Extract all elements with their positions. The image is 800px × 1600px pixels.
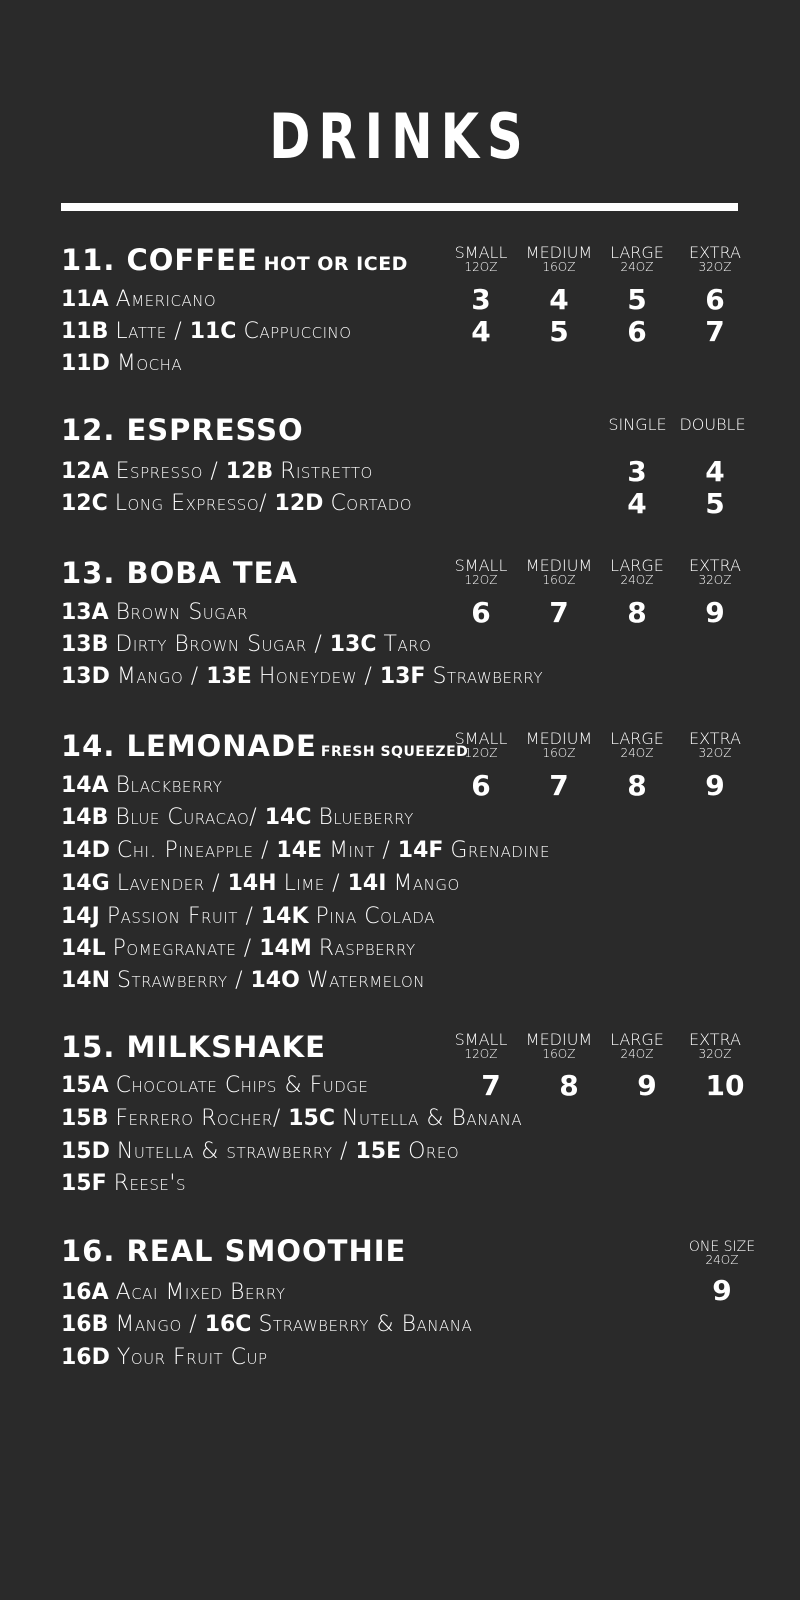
menu-item: 15F Reese's xyxy=(61,1171,186,1196)
price: 9 xyxy=(705,769,725,802)
size-extra: EXTRA 32OZ xyxy=(689,1030,741,1061)
size-large: LARGE 24OZ xyxy=(610,1030,664,1061)
price: 4 xyxy=(627,487,647,520)
section-subheading: FRESH SQUEEZED xyxy=(320,744,469,760)
price: 9 xyxy=(637,1069,657,1102)
menu-item: 14D Chi. Pineapple / 14E Mint / 14F Grenadine xyxy=(61,838,551,863)
price: 7 xyxy=(481,1069,501,1102)
menu-item: 13D Mango / 13E Honeydew / 13F Strawberry xyxy=(61,664,544,689)
menu-item: 13B Dirty Brown Sugar / 13C Taro xyxy=(61,632,432,657)
size-small: SMALL 12OZ xyxy=(454,729,508,760)
menu-item: 14J Passion Fruit / 14K Pina Colada xyxy=(61,904,435,929)
menu-item: 16B Mango / 16C Strawberry & Banana xyxy=(61,1312,473,1337)
size-small: SMALL 12OZ xyxy=(454,1030,508,1061)
menu-item: 11A Americano xyxy=(61,287,217,312)
size-medium: MEDIUM 16OZ xyxy=(525,556,593,587)
price: 7 xyxy=(705,315,725,348)
menu-item: 16A Acai Mixed Berry xyxy=(61,1280,286,1305)
price: 7 xyxy=(549,596,569,629)
menu-item: 15B Ferrero Rocher/ 15C Nutella & Banana xyxy=(61,1106,523,1131)
size-single: SINGLE xyxy=(608,415,667,434)
price: 8 xyxy=(627,596,647,629)
section-heading: 13. BOBA TEA xyxy=(61,556,298,590)
size-large: LARGE 24OZ xyxy=(610,729,664,760)
price: 4 xyxy=(549,283,569,316)
price: 10 xyxy=(705,1069,745,1102)
menu-item: 12C Long Expresso/ 12D Cortado xyxy=(61,491,413,516)
price: 5 xyxy=(705,487,725,520)
size-extra: EXTRA 32OZ xyxy=(689,729,741,760)
price: 9 xyxy=(712,1274,732,1307)
price: 4 xyxy=(471,315,491,348)
size-medium: MEDIUM 16OZ xyxy=(525,243,593,274)
menu-item: 14N Strawberry / 14O Watermelon xyxy=(61,968,426,993)
price: 5 xyxy=(549,315,569,348)
section-heading: 15. MILKSHAKE xyxy=(61,1030,326,1064)
title-divider xyxy=(61,203,738,211)
menu-item: 16D Your Fruit Cup xyxy=(61,1345,268,1370)
size-medium: MEDIUM 16OZ xyxy=(525,1030,593,1061)
size-large: LARGE 24OZ xyxy=(610,243,664,274)
price: 8 xyxy=(559,1069,579,1102)
size-extra: EXTRA 32OZ xyxy=(689,556,741,587)
menu-item: 14A Blackberry xyxy=(61,773,223,798)
size-small: SMALL 12OZ xyxy=(454,243,508,274)
menu-item: 14G Lavender / 14H Lime / 14I Mango xyxy=(61,871,460,896)
size-double: DOUBLE xyxy=(679,415,746,434)
price: 6 xyxy=(627,315,647,348)
price: 4 xyxy=(705,455,725,488)
size-small: SMALL 12OZ xyxy=(454,556,508,587)
price: 5 xyxy=(627,283,647,316)
price: 9 xyxy=(705,596,725,629)
price: 3 xyxy=(627,455,647,488)
menu-item: 11B Latte / 11C Cappuccino xyxy=(61,319,352,344)
price: 6 xyxy=(471,769,491,802)
section-heading: 12. ESPRESSO xyxy=(61,413,304,447)
menu-item: 13A Brown Sugar xyxy=(61,600,249,625)
size-medium: MEDIUM 16OZ xyxy=(525,729,593,760)
size-one-size: ONE SIZE 24OZ xyxy=(688,1239,756,1267)
menu-item: 15A Chocolate Chips & Fudge xyxy=(61,1073,369,1098)
menu-title: DRINKS xyxy=(269,100,531,173)
section-heading: 16. REAL SMOOTHIE xyxy=(61,1234,407,1268)
section-heading: 11. COFFEE HOT OR ICED xyxy=(61,243,408,277)
price: 6 xyxy=(471,596,491,629)
menu-item: 12A Espresso / 12B Ristretto xyxy=(61,459,373,484)
section-heading: 14. LEMONADE FRESH SQUEEZED xyxy=(61,729,469,763)
size-extra: EXTRA 32OZ xyxy=(689,243,741,274)
price: 3 xyxy=(471,283,491,316)
menu-item: 14B Blue Curacao/ 14C Blueberry xyxy=(61,805,414,830)
size-large: LARGE 24OZ xyxy=(610,556,664,587)
section-subheading: HOT OR ICED xyxy=(263,253,408,275)
price: 8 xyxy=(627,769,647,802)
menu-item: 15D Nutella & strawberry / 15E Oreo xyxy=(61,1139,460,1164)
price: 6 xyxy=(705,283,725,316)
menu-item: 14L Pomegranate / 14M Raspberry xyxy=(61,936,416,961)
menu-item: 11D Mocha xyxy=(61,351,183,376)
price: 7 xyxy=(549,769,569,802)
